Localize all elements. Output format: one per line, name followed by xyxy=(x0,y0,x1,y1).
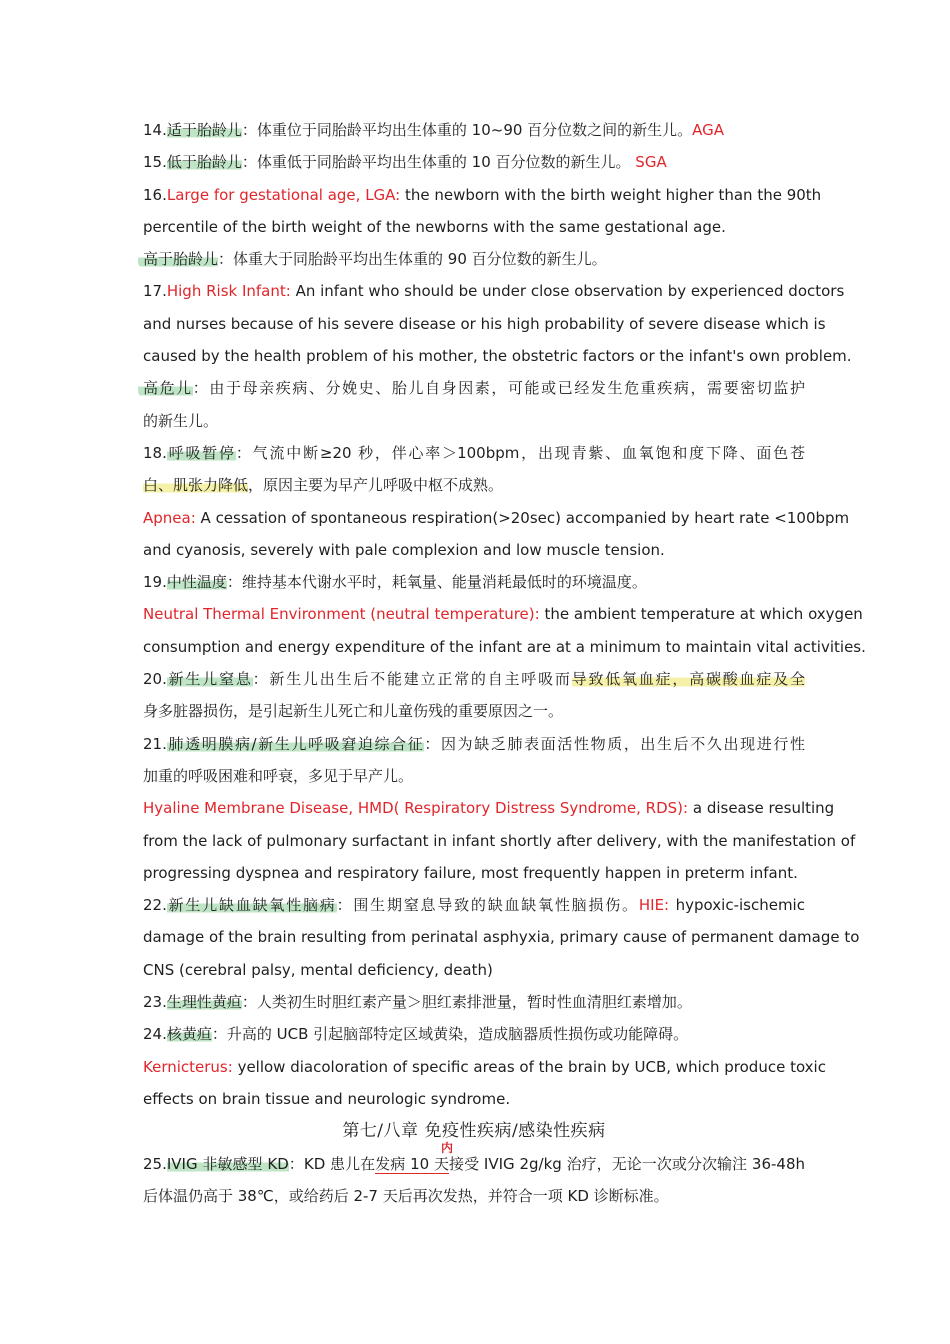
line-text: hypoxic-ischemic xyxy=(669,896,805,915)
term-separator: ： xyxy=(218,250,234,269)
text-line xyxy=(143,502,850,534)
term-highlight: 肺透明膜病/新生儿呼吸窘迫综合征 xyxy=(166,734,425,753)
line-text: 人类初生时胆红素产量＞胆红素排泄量，暂时性血清胆红素增加。 xyxy=(256,993,692,1012)
item-number: 15. xyxy=(143,153,167,172)
line-text: a disease resulting xyxy=(688,799,835,818)
term-separator: ： xyxy=(288,1154,304,1173)
term-highlight: 低于胎龄儿 xyxy=(166,153,242,172)
line-text: ，原因主要为早产儿呼吸中枢不成熟。 xyxy=(248,476,504,495)
english-term: Hyaline Membrane Disease, HMD( Respiratory Distress Syndrome, RDS): xyxy=(143,799,689,818)
line-text: and nurses because of his severe disease or his high probability of severe disease which is xyxy=(143,314,826,333)
item-number: 16. xyxy=(143,185,167,204)
text-line xyxy=(143,437,805,469)
line-text: 体重低于同胎龄平均出生体重的 10 百分位数的新生儿。 xyxy=(256,153,636,172)
term-separator: ： xyxy=(252,670,270,689)
line-text: 的新生儿。 xyxy=(143,411,219,430)
line-text: 因为缺乏肺表面活性物质，出生后不久出现进行性 xyxy=(441,734,805,753)
line-text: KD 患儿在 xyxy=(303,1154,376,1173)
abbreviation: SGA xyxy=(635,153,667,172)
english-term: Kernicterus: xyxy=(143,1057,233,1076)
text-line xyxy=(143,469,805,501)
text-line xyxy=(143,275,845,307)
line-text: 加重的呼吸困难和呼衰，多见于早产儿。 xyxy=(143,766,414,785)
text-line xyxy=(143,179,822,211)
line-text: and cyanosis, severely with pale complexion and low muscle tension. xyxy=(143,540,665,559)
term-highlight: 高于胎龄儿 xyxy=(138,250,218,268)
item-number: 23. xyxy=(143,993,167,1012)
line-text: damage of the brain resulting from perinatal asphyxia, primary cause of permanent damage to xyxy=(143,928,860,947)
english-term: Neutral Thermal Environment (neutral temperature): xyxy=(143,605,540,624)
text-line xyxy=(143,986,805,1018)
term-highlight: 新生儿窒息 xyxy=(166,670,253,689)
line-text: CNS (cerebral palsy, mental deficiency, death) xyxy=(143,960,493,979)
english-term: Large for gestational age, LGA: xyxy=(166,185,401,204)
line-text: An infant who should be under close observation by experienced doctors xyxy=(290,282,845,301)
line-text: from the lack of pulmonary surfactant in infant shortly after delivery, with the manifestation of xyxy=(143,831,856,850)
text-line xyxy=(143,1148,805,1180)
text-line xyxy=(143,405,805,437)
line-text: 由于母亲疾病、分娩史、胎儿自身因素，可能或已经发生危重疾病，需要密切监护 xyxy=(209,379,805,398)
line-text: 新生儿出生后不能建立正常的自主呼吸而 xyxy=(269,670,572,689)
line-text: 升高的 UCB 引起脑部特定区域黄染，造成脑器质性损伤或功能障碍。 xyxy=(226,1025,689,1044)
term-separator: ： xyxy=(192,379,210,398)
item-number: 19. xyxy=(143,573,167,592)
term-separator: ： xyxy=(336,896,354,915)
text-line xyxy=(143,825,856,857)
term-highlight: 生理性黄疸 xyxy=(166,993,242,1012)
text-line xyxy=(143,372,805,404)
line-text: A cessation of spontaneous respiration(>20sec) accompanied by heart rate <100bpm xyxy=(195,508,850,527)
text-line xyxy=(143,728,805,760)
text-line xyxy=(143,146,805,178)
chapter-heading: 第七/八章 免疫性疾病/感染性疾病 xyxy=(342,1121,606,1142)
handwritten-annotation: 内 xyxy=(441,1141,454,1155)
term-highlight: 呼吸暂停 xyxy=(166,443,236,462)
text-line xyxy=(143,308,826,340)
line-text: the newborn with the birth weight higher than the 90th xyxy=(400,185,822,204)
item-number: 17. xyxy=(143,282,167,301)
text-line xyxy=(143,857,805,889)
text-line xyxy=(143,340,852,372)
line-text: 体重大于同胎龄平均出生体重的 90 百分位数的新生儿。 xyxy=(233,250,607,269)
text-line xyxy=(143,1083,805,1115)
item-number: 20. xyxy=(143,670,167,689)
key-phrase-highlight: 导致低氧血症，高碳酸血症及全 xyxy=(571,670,805,689)
text-line xyxy=(143,954,805,986)
line-text: consumption and energy expenditure of the infant are at a minimum to maintain vital activities. xyxy=(143,637,866,656)
line-text: percentile of the birth weight of the newborns with the same gestational age. xyxy=(143,217,726,236)
term-highlight: 中性温度 xyxy=(166,573,227,592)
text-line xyxy=(143,114,805,146)
text-line xyxy=(143,663,805,695)
english-term: High Risk Infant: xyxy=(166,282,291,301)
english-term: Apnea: xyxy=(143,508,196,527)
item-number: 21. xyxy=(143,734,167,753)
text-line xyxy=(143,566,805,598)
text-line xyxy=(143,243,805,275)
item-number: 22. xyxy=(143,896,167,915)
key-phrase-highlight: 白、肌张力降低 xyxy=(143,476,249,495)
term-highlight: 核黄疸 xyxy=(166,1025,212,1044)
line-text: effects on brain tissue and neurologic syndrome. xyxy=(143,1089,511,1108)
text-line xyxy=(143,631,866,663)
term-separator: ： xyxy=(241,153,257,172)
term-highlight: 高危儿 xyxy=(138,379,193,397)
document-page xyxy=(143,114,866,1212)
text-line xyxy=(143,1051,826,1083)
text-line xyxy=(143,921,860,953)
text-line xyxy=(143,889,805,921)
text-line xyxy=(143,211,805,243)
line-text: 体重位于同胎龄平均出生体重的 10~90 百分位数之间的新生儿。 xyxy=(256,121,693,139)
text-line xyxy=(143,534,805,566)
line-text: caused by the health problem of his mother, the obstetric factors or the infant's own problem. xyxy=(143,347,852,366)
item-number: 18. xyxy=(143,443,167,462)
term-highlight: 新生儿缺血缺氧性脑病 xyxy=(166,896,337,915)
term-separator: ： xyxy=(235,443,253,462)
underlined-phrase: 发病 10 天 xyxy=(375,1154,450,1173)
line-text: 维持基本代谢水平时，耗氧量、能量消耗最低时的环境温度。 xyxy=(241,573,647,592)
term-separator: ： xyxy=(211,1025,227,1044)
text-line xyxy=(143,792,835,824)
item-number: 14. xyxy=(143,121,167,139)
line-text: progressing dyspnea and respiratory failure, most frequently happen in preterm infant. xyxy=(143,863,798,882)
term-highlight: IVIG 非敏感型 KD xyxy=(166,1154,289,1173)
term-separator: ： xyxy=(241,993,257,1012)
line-text: 围生期窒息导致的缺血缺氧性脑损伤。 xyxy=(353,896,639,915)
abbreviation: AGA xyxy=(692,121,725,139)
line-text: 身多脏器损伤，是引起新生儿死亡和儿童伤残的重要原因之一。 xyxy=(143,702,564,721)
term-separator: ： xyxy=(424,734,442,753)
text-line xyxy=(143,695,805,727)
term-highlight: 适于胎龄儿 xyxy=(166,121,242,139)
text-line xyxy=(143,598,863,630)
line-text: 接受 IVIG 2g/kg 治疗，无论一次或分次输注 36-48h xyxy=(449,1154,806,1173)
line-text: 气流中断≥20 秒，伴心率＞100bpm，出现青紫、血氧饱和度下降、面色苍 xyxy=(252,443,805,462)
item-number: 25. xyxy=(143,1154,167,1173)
abbreviation: HIE: xyxy=(638,896,670,915)
item-number: 24. xyxy=(143,1025,167,1044)
text-line: 后体温仍高于 38℃，或给药后 2-7 天后再次发热，并符合一项 KD 诊断标准。 xyxy=(143,1186,669,1205)
text-line xyxy=(143,1018,805,1050)
line-text: the ambient temperature at which oxygen xyxy=(539,605,863,624)
term-separator: ： xyxy=(226,573,242,592)
term-separator: ： xyxy=(241,121,257,139)
text-line xyxy=(143,760,805,792)
line-text: yellow diacoloration of specific areas of the brain by UCB, which produce toxic xyxy=(232,1057,826,1076)
